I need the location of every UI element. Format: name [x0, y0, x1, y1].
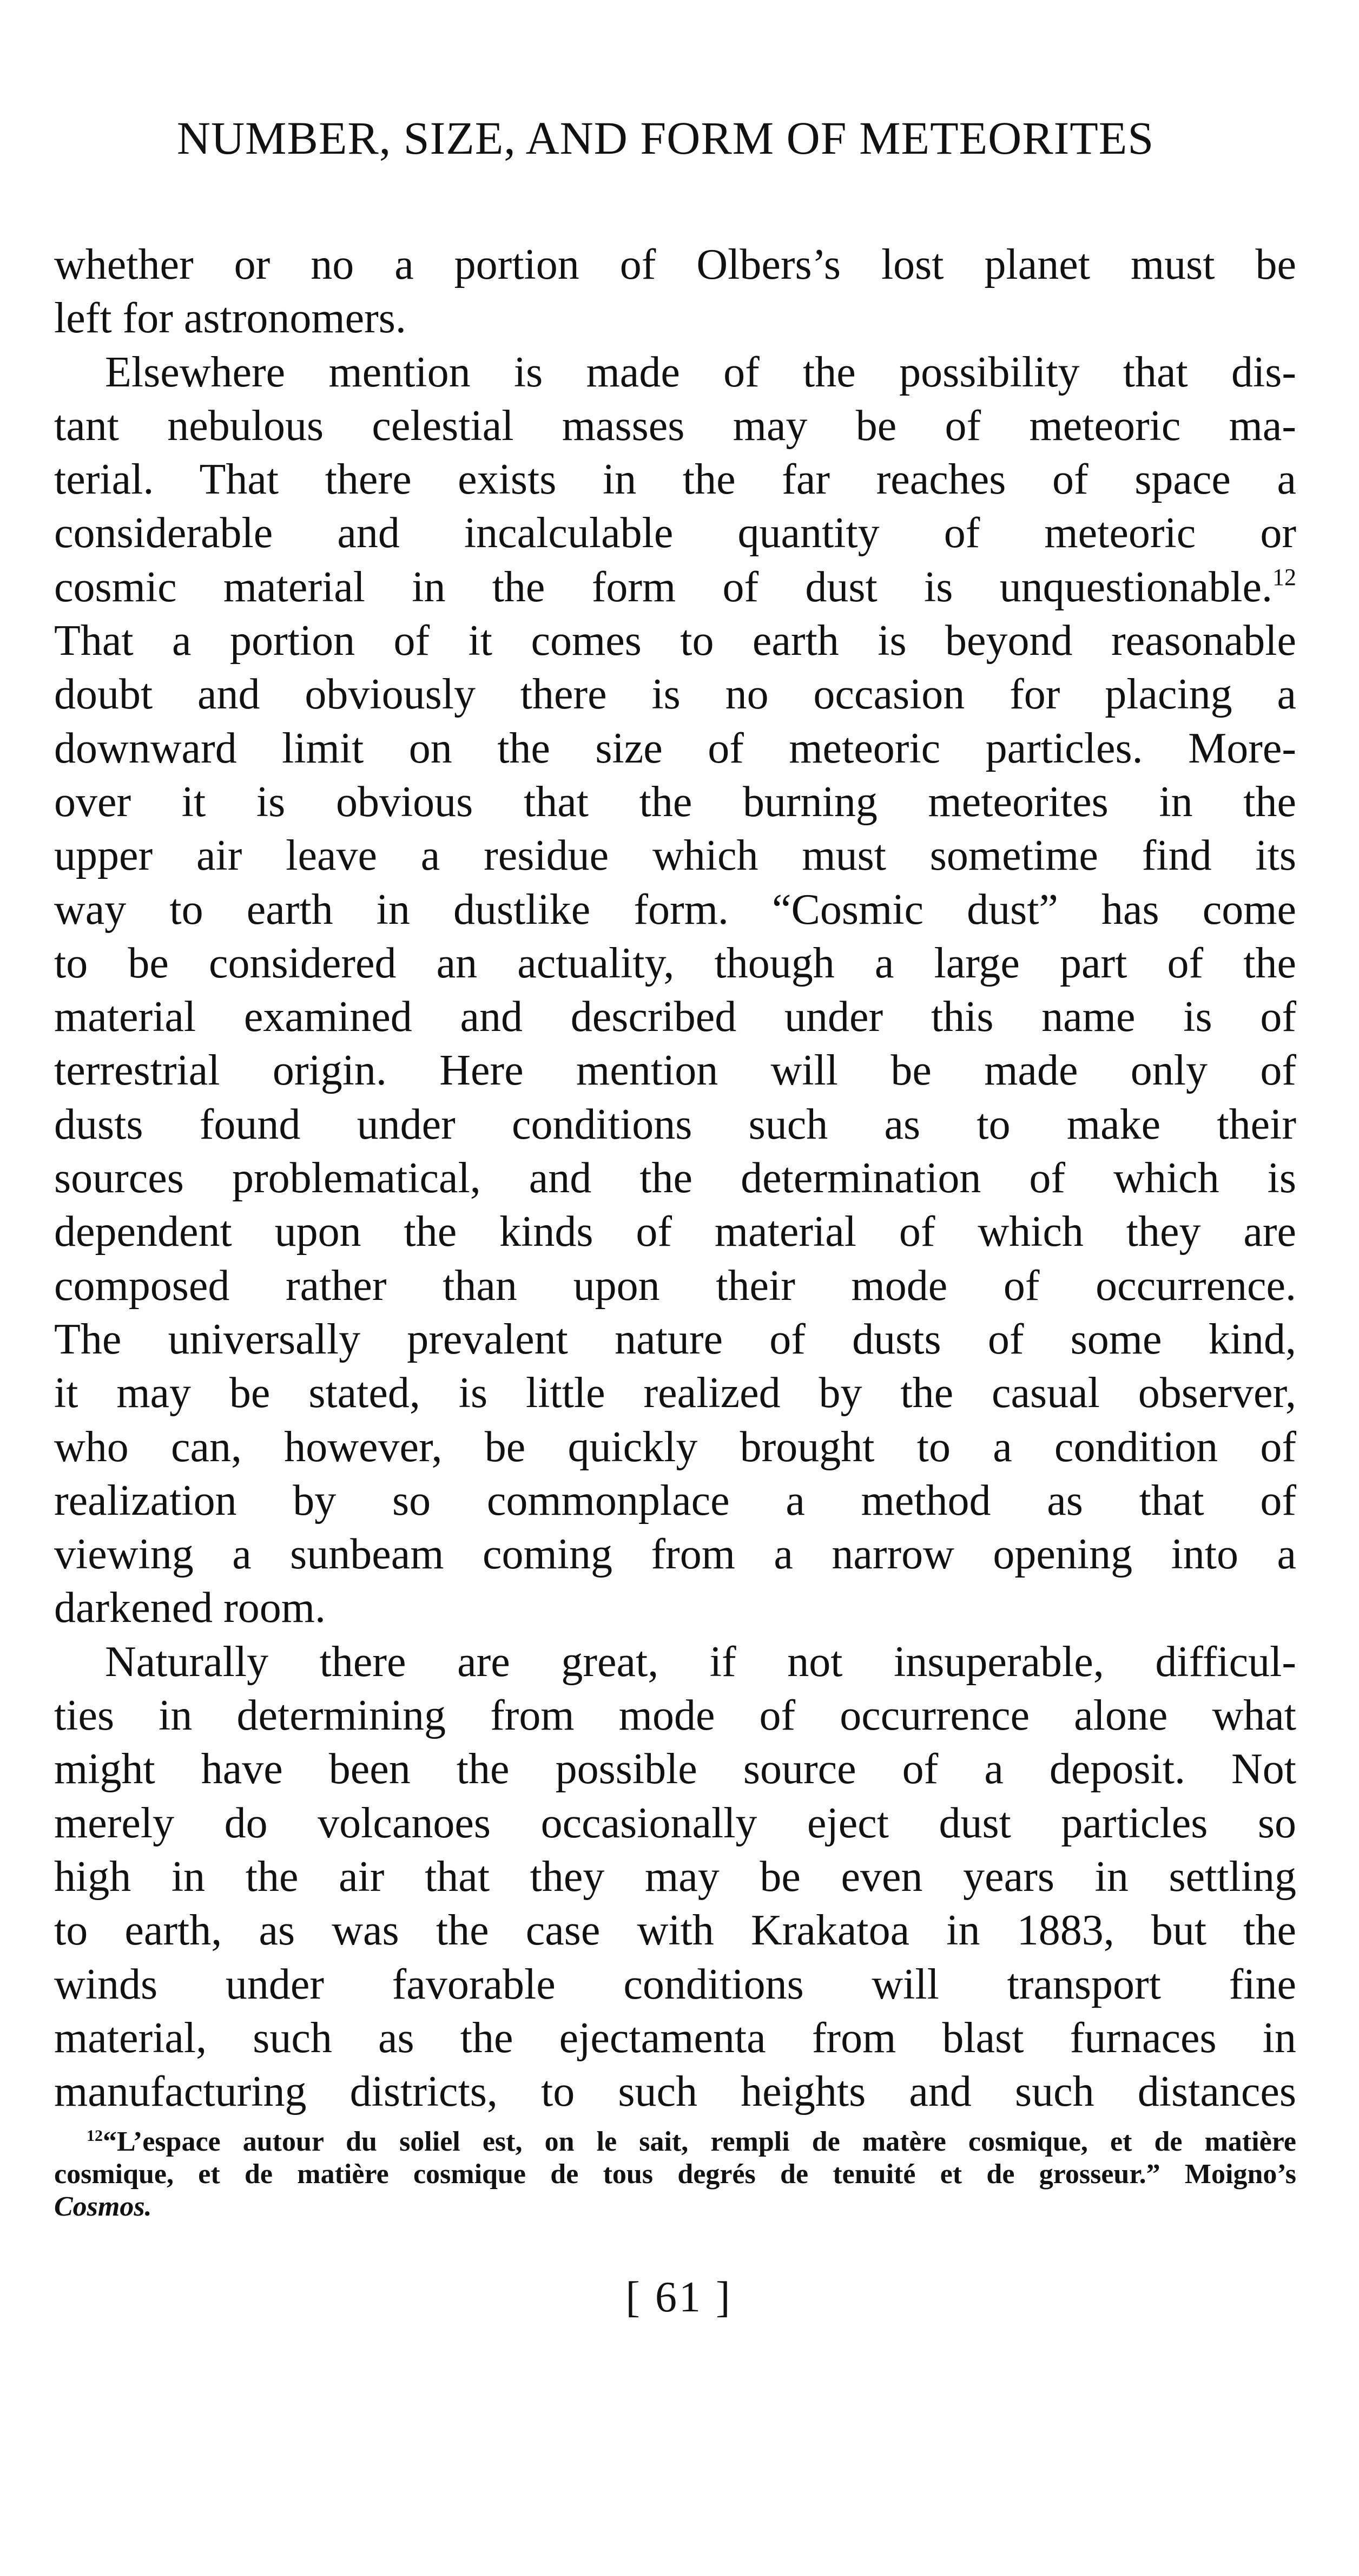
text-line: Naturally there are great, if not insuperable, difficul-	[105, 1638, 1296, 1686]
running-head: NUMBER, SIZE, AND FORM OF METEORITES	[176, 112, 1155, 164]
footnote	[54, 2126, 1296, 2223]
footnote-source: Cosmos.	[54, 2191, 152, 2222]
text-line: left for astronomers.	[54, 294, 406, 343]
text-line: merely do volcanoes occasionally eject dust particles so	[54, 1799, 1296, 1847]
text-line: winds under favorable conditions will transport fine	[54, 1960, 1296, 2008]
text-line: considerable and incalculable quantity of meteoric or	[54, 509, 1296, 557]
text-line: composed rather than upon their mode of occurrence.	[54, 1261, 1296, 1310]
text-line: darkened room.	[54, 1584, 326, 1632]
text-line: whether or no a portion of Olbers’s lost planet must be	[54, 241, 1296, 288]
text-line-with-footnote-ref	[54, 561, 1296, 614]
text-line: manufacturing districts, to such heights and such distances	[54, 2068, 1296, 2116]
footnote-reference[interactable]: 12	[1272, 563, 1296, 590]
text-line: dusts found under conditions such as to make their	[54, 1100, 1296, 1148]
page-number: [ 61 ]	[625, 2273, 733, 2321]
text-line: viewing a sunbeam coming from a narrow opening into a	[54, 1530, 1296, 1579]
text-line: it may be stated, is little realized by the casual observer,	[54, 1369, 1296, 1417]
text-line: material examined and described under this name is of	[54, 993, 1296, 1041]
text-line: doubt and obviously there is no occasion for placing a	[54, 671, 1296, 719]
text-segment: cosmic material in the form of dust is unquestionable.	[54, 563, 1272, 611]
text-line: realization by so commonplace a method as that of	[54, 1476, 1296, 1524]
text-line: material, such as the ejectamenta from blast furnaces in	[54, 2014, 1296, 2062]
text-line: sources problematical, and the determination of which is	[54, 1154, 1296, 1202]
text-line: ties in determining from mode of occurrence alone what	[54, 1692, 1296, 1740]
text-line: The universally prevalent nature of dusts of some kind,	[54, 1315, 1296, 1363]
text-line: dependent upon the kinds of material of which they are	[54, 1208, 1296, 1256]
text-line: to be considered an actuality, though a large part of the	[54, 939, 1296, 987]
footnote-line: cosmique, et de matière cosmique de tous degrés de tenuité et de grosseur.” Moigno’s	[54, 2159, 1296, 2190]
footnote-marker: 12	[87, 2127, 103, 2145]
text-line: way to earth in dustlike form. “Cosmic dust” has come	[54, 885, 1296, 934]
text-line: downward limit on the size of meteoric particles. More-	[54, 724, 1296, 772]
text-line: to earth, as was the case with Krakatoa in 1883, but the	[54, 1907, 1296, 1955]
text-line: That a portion of it comes to earth is beyond reasonable	[54, 617, 1296, 665]
footnote-text: “L’espace autour du soliel est, on le sait, rempli de matère cosmique, et de matière	[103, 2126, 1296, 2157]
text-line: terial. That there exists in the far reaches of space a	[54, 456, 1296, 504]
text-line: high in the air that they may be even years in settling	[54, 1852, 1296, 1901]
text-line: might have been the possible source of a deposit. Not	[54, 1745, 1296, 1793]
text-line: over it is obvious that the burning meteorites in the	[54, 778, 1296, 826]
footnote-line	[54, 2126, 1296, 2158]
text-line: Elsewhere mention is made of the possibility that dis-	[105, 348, 1296, 396]
text-line: who can, however, be quickly brought to a condition of	[54, 1423, 1296, 1471]
text-line: terrestrial origin. Here mention will be made only of	[54, 1047, 1296, 1095]
text-line: tant nebulous celestial masses may be of meteoric ma-	[54, 402, 1296, 450]
text-line: upper air leave a residue which must sometime find its	[54, 832, 1296, 880]
body-text	[54, 238, 1296, 2119]
